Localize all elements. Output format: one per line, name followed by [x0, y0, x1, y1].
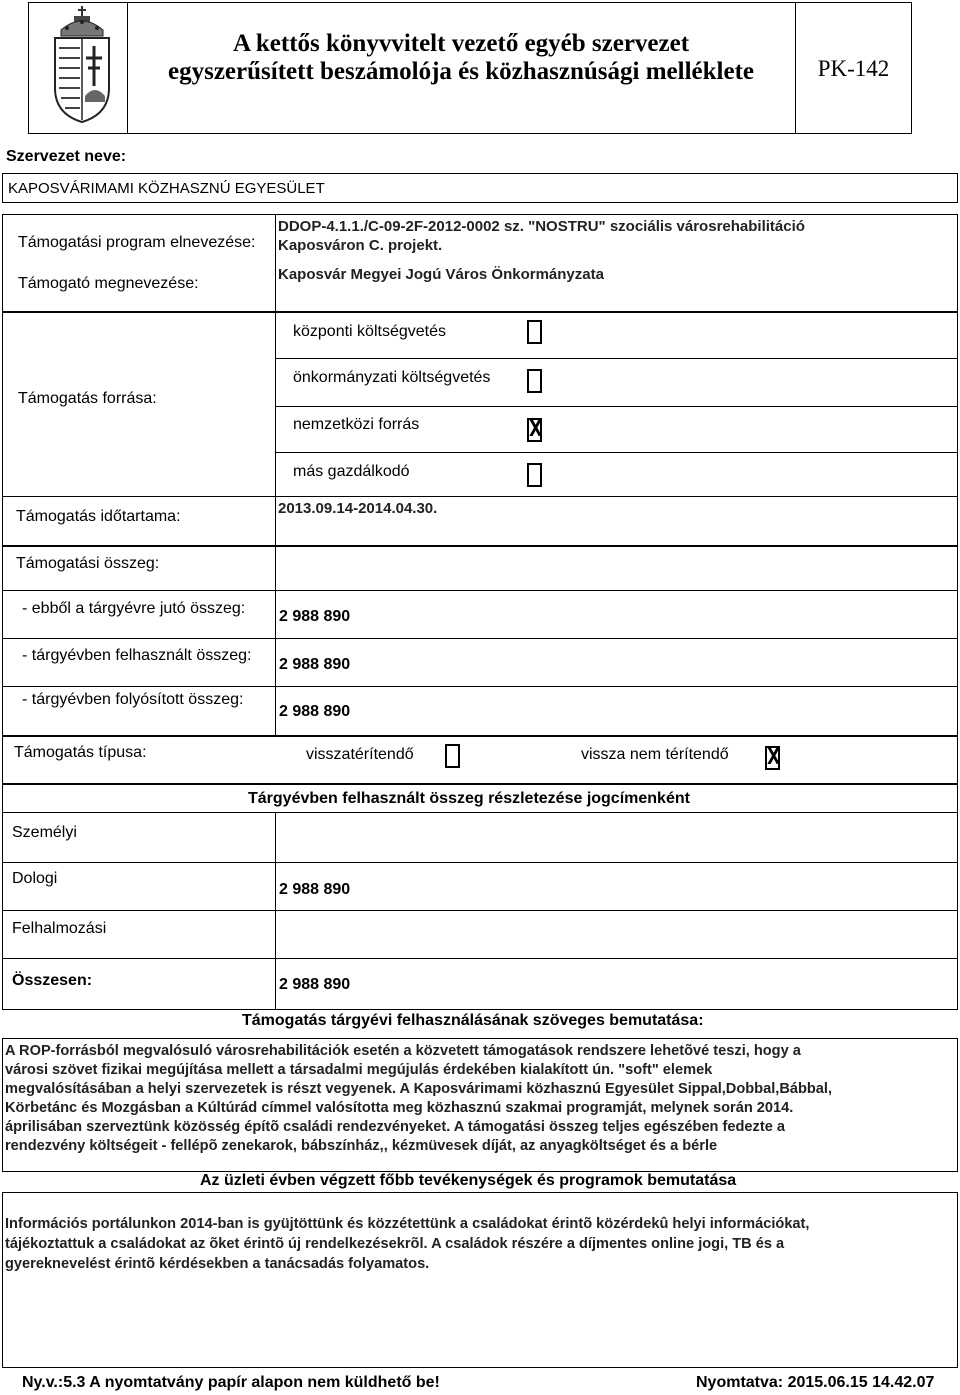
usage-text	[5, 1042, 955, 1156]
source-option-municipal-label: önkormányzati költségvetés	[293, 369, 491, 386]
usage-text-line: városi szövet fizikai megújítása mellett a társadalmi megújulás érdekében kialakított ún. "soft" elemek	[5, 1062, 713, 1078]
source-option-other-label: más gazdálkodó	[293, 463, 410, 480]
breakdown-investment-label: Felhalmozási	[12, 920, 107, 937]
source-option-international-checkbox[interactable]: X	[529, 417, 543, 442]
activities-title: Az üzleti évben végzett főbb tevékenységek és programok bemutatása	[200, 1172, 737, 1189]
footer-version: Ny.v.:5.3 A nyomtatvány papír alapon nem küldhető be!	[22, 1374, 440, 1391]
breakdown-material-label: Dologi	[12, 870, 58, 887]
supporter-label: Támogató megnevezése:	[18, 275, 199, 292]
usage-text-line: Körbetánc és Mozgásban a Kúltúrád címmel valósította meg közhasznú szakmai programját, melynek során 2014.	[5, 1100, 794, 1116]
source-option-other-checkbox[interactable]	[527, 463, 542, 487]
amount-paid-value: 2 988 890	[279, 703, 351, 720]
activities-text-line: gyereknevelést érintõ kérdésekben a tanácsadás folyamatos.	[5, 1256, 430, 1272]
breakdown-total-label: Összesen:	[12, 972, 93, 989]
org-name-value: KAPOSVÁRIMAMI KÖZHASZNÚ EGYESÜLET	[8, 180, 325, 197]
program-name-label: Támogatási program elnevezése:	[18, 234, 256, 251]
type-refundable-label: visszatérítendő	[306, 746, 414, 763]
form-title-line1: A kettős könyvvitelt vezető egyéb szervezet	[232, 30, 690, 57]
source-option-international-label: nemzetközi forrás	[293, 416, 420, 433]
type-label: Támogatás típusa:	[14, 744, 147, 761]
program-name-value-line1: DDOP-4.1.1./C-09-2F-2012-0002 sz. "NOSTRU" szociális városrehabilitáció	[278, 218, 805, 235]
usage-title: Támogatás tárgyévi felhasználásának szöveges bemutatása:	[242, 1012, 704, 1029]
usage-text-line: A ROP-forrásból megvalósuló városrehabilitációk esetén a közvetett támogatások rendszere lehetõvé teszi, hogy a	[5, 1043, 801, 1059]
org-name-label: Szervezet neve:	[6, 148, 127, 165]
footer-printed: Nyomtatva: 2015.06.15 14.42.07	[696, 1374, 935, 1391]
type-nonrefundable-checkbox[interactable]: X	[767, 745, 781, 770]
amount-label: Támogatási összeg:	[16, 555, 160, 572]
breakdown-material-value: 2 988 890	[279, 881, 351, 898]
coat-of-arms-icon	[47, 6, 117, 126]
source-option-municipal-checkbox[interactable]	[527, 369, 542, 393]
activities-text	[5, 1214, 955, 1274]
source-label: Támogatás forrása:	[18, 390, 157, 407]
duration-label: Támogatás időtartama:	[16, 508, 181, 525]
form-code: PK-142	[817, 56, 890, 81]
amount-year-value: 2 988 890	[279, 608, 351, 625]
activities-text-line: Információs portálunkon 2014-ban is gyüjtöttünk és közzétettünk a családokat érintõ közérdekû helyi információkat,	[5, 1216, 810, 1232]
amount-used-value: 2 988 890	[279, 656, 351, 673]
program-name-value-line2: Kaposváron C. projekt.	[278, 237, 443, 254]
form-title-line2: egyszerűsített beszámolója és közhasznúsági melléklete	[168, 58, 754, 85]
type-refundable-checkbox[interactable]	[445, 744, 460, 768]
supporter-value: Kaposvár Megyei Jogú Város Önkormányzata	[278, 266, 604, 283]
source-option-central-label: központi költségvetés	[293, 323, 446, 340]
amount-paid-label: - tárgyévben folyósított összeg:	[22, 691, 244, 708]
activities-text-line: tájékoztattuk a családokat az õket érintõ új rendelkezésekrõl. A családok részére a díjmentes online jogi, TB és a	[5, 1236, 785, 1252]
usage-text-line: rendezvény költségeit - fellépõ zenekarok, bábszínház,, kézmüvesek díját, az anyagköltséget és a bérle	[5, 1138, 718, 1154]
amount-year-label: - ebből a tárgyévre jutó összeg:	[22, 600, 246, 617]
form-title	[127, 30, 795, 86]
type-nonrefundable-label: vissza nem térítendő	[581, 746, 729, 763]
amount-used-label: - tárgyévben felhasznált összeg:	[22, 647, 252, 664]
duration-value: 2013.09.14-2014.04.30.	[278, 500, 438, 517]
breakdown-title: Tárgyévben felhasznált összeg részletezése jogcímenként	[248, 790, 690, 807]
breakdown-personal-label: Személyi	[12, 824, 77, 841]
breakdown-total-value: 2 988 890	[279, 976, 351, 993]
usage-text-line: áprilisában szerveztünk közösség építõ családi rendezvényeket. A támogatási összeg teljes egészében fedezte a	[5, 1119, 785, 1135]
breakdown-section	[2, 784, 958, 1010]
source-option-central-checkbox[interactable]	[527, 320, 542, 344]
usage-text-line: megvalósításában a helyi szervezetek is részt vegyenek. A Kaposvárimami közhasznú Egyesület Sippal,Dobbal,Bábbal,	[5, 1081, 833, 1097]
